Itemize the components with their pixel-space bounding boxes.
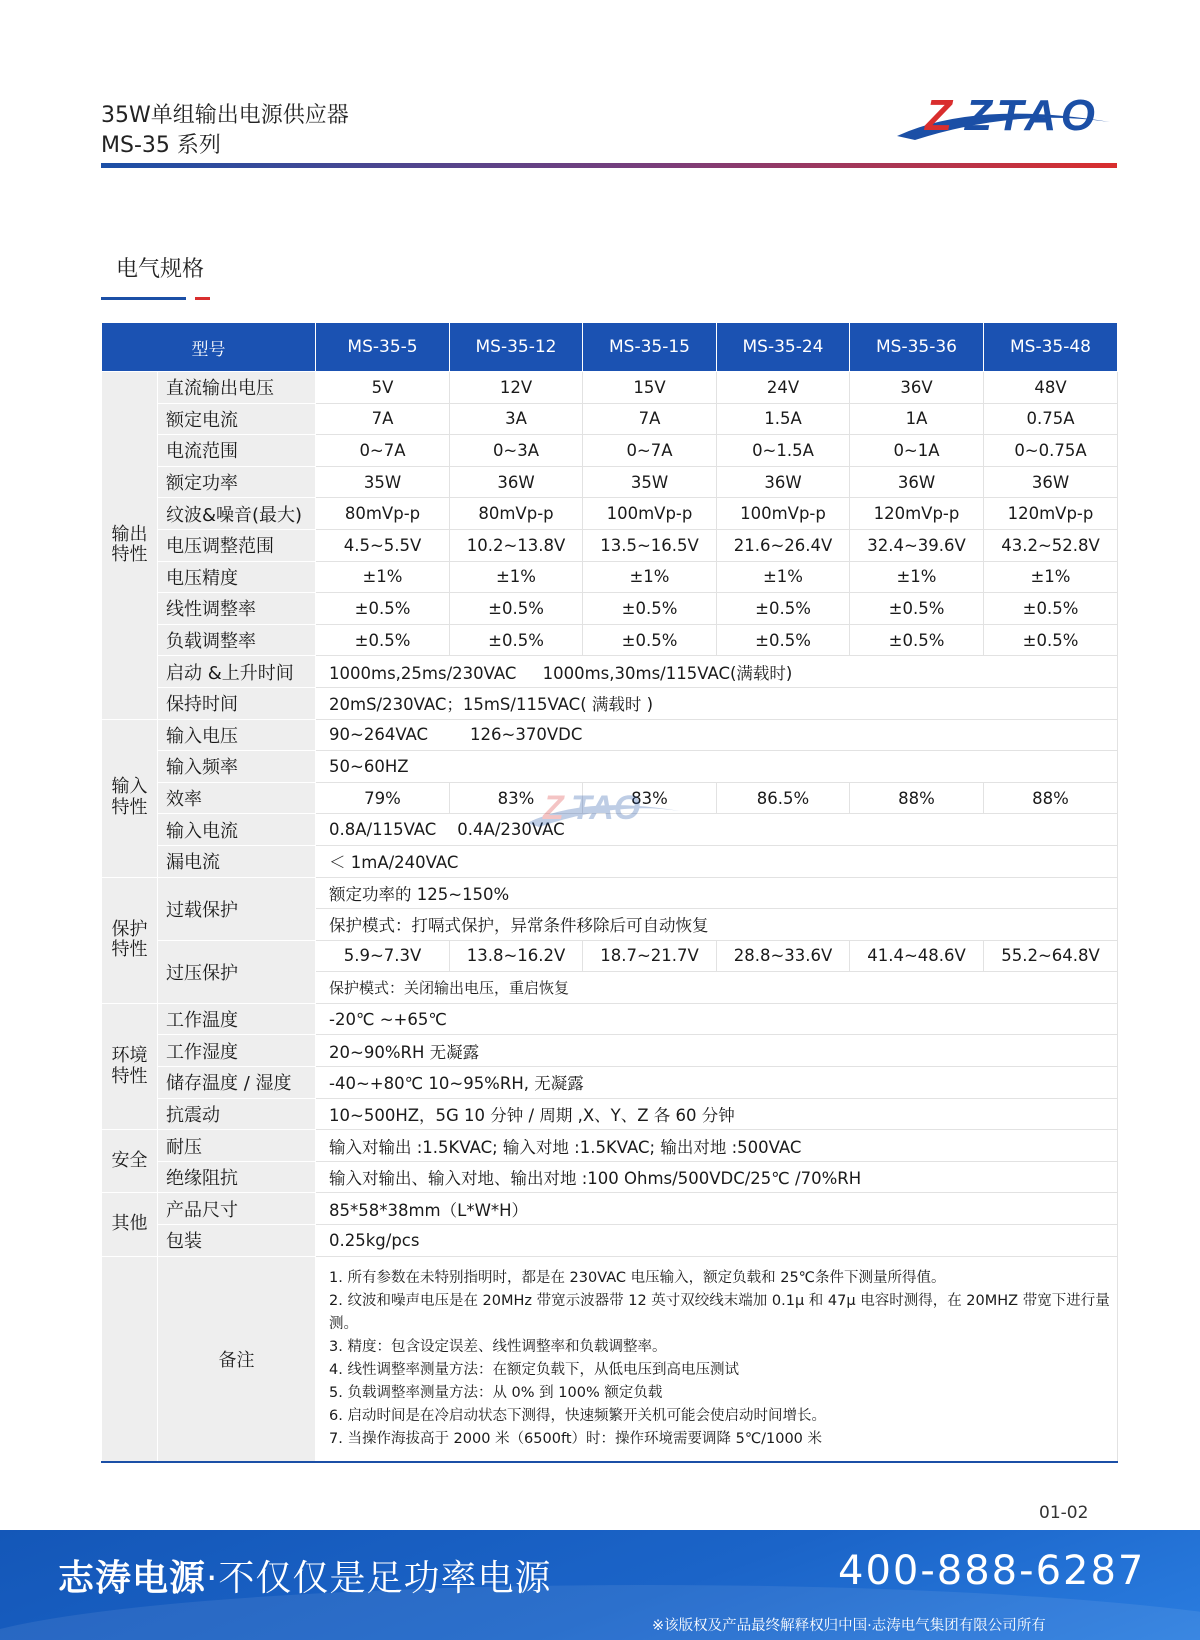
svg-text:Z: Z [543, 789, 564, 827]
value-cell: 86.5% [717, 782, 850, 814]
value-cell: ±0.5% [717, 624, 850, 656]
param-label: 输入电压 [158, 719, 316, 751]
param-label: 耐压 [158, 1130, 316, 1162]
value-cell: -40~+80℃ 10~95%RH, 无凝露 [316, 1067, 1118, 1099]
param-label: 产品尺寸 [158, 1193, 316, 1225]
param-label: 直流输出电压 [158, 372, 316, 404]
model-name: MS-35-12 [450, 323, 583, 372]
value-cell: 1000ms,25ms/230VAC 1000ms,30ms/115VAC(满载时) [316, 656, 1118, 688]
value-cell: 36V [850, 372, 984, 404]
table-row [102, 1035, 1118, 1067]
value-cell: 35W [583, 466, 717, 498]
param-label: 电压调整范围 [158, 529, 316, 561]
table-row [102, 529, 1118, 561]
table-row [102, 751, 1118, 783]
note-item: 2. 纹波和噪声电压是在 20MHz 带宽示波器带 12 英寸双绞线末端加 0.1μ 和 47μ 电容时测得，在 20MHZ 带宽下进行量测。 [329, 1292, 1110, 1332]
table-header-row [102, 323, 1118, 372]
value-cell: ±0.5% [717, 593, 850, 625]
value-cell: 50~60HZ [316, 751, 1118, 783]
table-row [102, 624, 1118, 656]
table-row [102, 1067, 1118, 1099]
table-row [102, 845, 1118, 877]
table-row [102, 372, 1118, 404]
model-name: MS-35-36 [850, 323, 984, 372]
param-label: 储存温度 / 湿度 [158, 1067, 316, 1099]
note-item: 5. 负载调整率测量方法：从 0% 到 100% 额定负载 [329, 1384, 663, 1401]
table-row [102, 877, 1118, 909]
value-cell: ±0.5% [316, 593, 450, 625]
table-row [102, 940, 1118, 972]
value-cell: 5V [316, 372, 450, 404]
param-label: 抗震动 [158, 1098, 316, 1130]
value-cell: ±0.5% [850, 593, 984, 625]
value-cell: 0.25kg/pcs [316, 1225, 1118, 1257]
value-cell: ＜ 1mA/240VAC [316, 845, 1118, 877]
param-label: 电压精度 [158, 561, 316, 593]
value-cell: 0~7A [583, 435, 717, 467]
value-cell: 0~1A [850, 435, 984, 467]
value-cell: ±0.5% [316, 624, 450, 656]
section-title: 电气规格 [116, 257, 205, 282]
value-cell: 21.6~26.4V [717, 529, 850, 561]
value-cell: ±1% [717, 561, 850, 593]
value-cell: 5.9~7.3V [316, 940, 450, 972]
param-label: 绝缘阻抗 [158, 1161, 316, 1193]
note-item: 4. 线性调整率测量方法：在额定负载下，从低电压到高电压测试 [329, 1361, 739, 1378]
value-cell: 输入对输出 :1.5KVAC; 输入对地 :1.5KVAC; 输出对地 :500VAC [316, 1130, 1118, 1162]
table-row [102, 593, 1118, 625]
note-item: 7. 当操作海拔高于 2000 米（6500ft）时：操作环境需要调降 5℃/1000 米 [329, 1430, 823, 1447]
value-cell: 79% [316, 782, 450, 814]
value-cell: 28.8~33.6V [717, 940, 850, 972]
logo-text: ZTAO [965, 91, 1095, 140]
notes-category [102, 1256, 158, 1462]
category-safety: 安全 [102, 1130, 158, 1193]
value-cell: ±1% [984, 561, 1118, 593]
table-row [102, 1225, 1118, 1257]
value-cell: 额定功率的 125~150% [316, 877, 1118, 909]
value-cell: 10.2~13.8V [450, 529, 583, 561]
param-label: 漏电流 [158, 845, 316, 877]
category-other: 其他 [102, 1193, 158, 1256]
table-row [102, 719, 1118, 751]
value-cell: 41.4~48.6V [850, 940, 984, 972]
value-cell: ±1% [850, 561, 984, 593]
param-label: 包装 [158, 1225, 316, 1257]
notes-label: 备注 [158, 1256, 316, 1462]
table-row [102, 687, 1118, 719]
value-cell: 35W [316, 466, 450, 498]
value-cell: ±1% [316, 561, 450, 593]
category-output: 输出 特性 [102, 372, 158, 720]
param-label: 启动 &上升时间 [158, 656, 316, 688]
value-cell: ±0.5% [984, 593, 1118, 625]
value-cell: 13.8~16.2V [450, 940, 583, 972]
table-row [102, 466, 1118, 498]
value-cell: ±0.5% [450, 624, 583, 656]
value-cell: 20~90%RH 无凝露 [316, 1035, 1118, 1067]
value-cell: 7A [583, 403, 717, 435]
param-label: 过载保护 [158, 877, 316, 940]
param-label: 额定电流 [158, 403, 316, 435]
table-row [102, 1098, 1118, 1130]
ztao-logo [895, 88, 1120, 148]
table-row [102, 498, 1118, 530]
page-number: 01-02 [1039, 1503, 1089, 1523]
svg-text:TAO: TAO [571, 789, 641, 827]
value-cell: 0~0.75A [984, 435, 1118, 467]
model-name: MS-35-48 [984, 323, 1118, 372]
value-cell: 48V [984, 372, 1118, 404]
value-cell: 36W [984, 466, 1118, 498]
note-item: 6. 启动时间是在冷启动状态下测得，快速频繁开关机可能会使启动时间增长。 [329, 1407, 826, 1424]
value-cell: 83% [450, 782, 583, 814]
model-name: MS-35-15 [583, 323, 717, 372]
param-label: 负载调整率 [158, 624, 316, 656]
value-cell: 24V [717, 372, 850, 404]
series-name: MS-35 系列 [101, 133, 221, 158]
param-label: 过压保护 [158, 940, 316, 1003]
value-cell: 80mVp-p [316, 498, 450, 530]
value-cell: 1A [850, 403, 984, 435]
value-cell: 85*58*38mm（L*W*H） [316, 1193, 1118, 1225]
value-cell: 80mVp-p [450, 498, 583, 530]
section-underline-blue [101, 297, 186, 300]
param-label: 额定功率 [158, 466, 316, 498]
value-cell: 0~1.5A [717, 435, 850, 467]
table-row [102, 1130, 1118, 1162]
value-cell: 20mS/230VAC；15mS/115VAC( 满载时 ) [316, 687, 1118, 719]
value-cell: 88% [984, 782, 1118, 814]
value-cell: 120mVp-p [984, 498, 1118, 530]
param-label: 线性调整率 [158, 593, 316, 625]
value-cell: 输入对输出、输入对地、输出对地 :100 Ohms/500VDC/25℃ /70%RH [316, 1161, 1118, 1193]
param-label: 工作湿度 [158, 1035, 316, 1067]
note-item: 1. 所有参数在未特别指明时，都是在 230VAC 电压输入，额定负载和 25℃条件下测量所得值。 [329, 1269, 946, 1286]
slogan-text: ·不仅仅是足功率电源 [206, 1558, 552, 1599]
table-row [102, 1003, 1118, 1035]
table-row [102, 403, 1118, 435]
value-cell: 保护模式：打嗝式保护，异常条件移除后可自动恢复 [316, 909, 1118, 941]
value-cell: 90~264VAC 126~370VDC [316, 719, 1118, 751]
value-cell: 0.75A [984, 403, 1118, 435]
value-cell: ±0.5% [583, 624, 717, 656]
value-cell: 13.5~16.5V [583, 529, 717, 561]
value-cell: 100mVp-p [717, 498, 850, 530]
model-name: MS-35-24 [717, 323, 850, 372]
value-cell: 15V [583, 372, 717, 404]
document-title: 35W单组输出电源供应器 [101, 103, 349, 128]
value-cell: 0~3A [450, 435, 583, 467]
value-cell: 36W [717, 466, 850, 498]
notes-row [102, 1256, 1118, 1462]
header-divider [101, 163, 1117, 168]
model-header: 型号 [102, 323, 316, 372]
value-cell: ±1% [450, 561, 583, 593]
value-cell: ±0.5% [583, 593, 717, 625]
section-underline-red [195, 297, 210, 300]
value-cell: 0.8A/115VAC 0.4A/230VAC [316, 814, 1118, 846]
param-label: 电流范围 [158, 435, 316, 467]
value-cell: 43.2~52.8V [984, 529, 1118, 561]
table-row [102, 1161, 1118, 1193]
spec-table [101, 322, 1118, 1463]
table-row [102, 435, 1118, 467]
notes-list [316, 1256, 1118, 1462]
value-cell: ±0.5% [850, 624, 984, 656]
value-cell: 12V [450, 372, 583, 404]
footer-copyright: ※该版权及产品最终解释权归中国·志涛电气集团有限公司所有 [652, 1618, 1046, 1634]
svg-text:Z: Z [925, 91, 952, 140]
table-row [102, 656, 1118, 688]
value-cell: 55.2~64.8V [984, 940, 1118, 972]
table-row [102, 561, 1118, 593]
value-cell: 18.7~21.7V [583, 940, 717, 972]
value-cell: ±1% [583, 561, 717, 593]
param-label: 输入频率 [158, 751, 316, 783]
value-cell: 1.5A [717, 403, 850, 435]
slogan-brand: 志涛电源 [58, 1558, 207, 1599]
model-name: MS-35-5 [316, 323, 450, 372]
ztao-watermark [525, 783, 685, 833]
table-row [102, 1193, 1118, 1225]
value-cell: 88% [850, 782, 984, 814]
value-cell: 3A [450, 403, 583, 435]
value-cell: -20℃ ~+65℃ [316, 1003, 1118, 1035]
value-cell: 100mVp-p [583, 498, 717, 530]
footer-slogan [58, 1550, 551, 1601]
param-label: 输入电流 [158, 814, 316, 846]
param-label: 纹波&噪音(最大) [158, 498, 316, 530]
footer-phone: 400-888-6287 [838, 1548, 1146, 1594]
value-cell: 保护模式：关闭输出电压，重启恢复 [316, 972, 1118, 1004]
value-cell: 36W [450, 466, 583, 498]
param-label: 工作温度 [158, 1003, 316, 1035]
value-cell: 32.4~39.6V [850, 529, 984, 561]
value-cell: 0~7A [316, 435, 450, 467]
value-cell: 83% [583, 782, 717, 814]
value-cell: 120mVp-p [850, 498, 984, 530]
category-protection: 保护 特性 [102, 877, 158, 1003]
value-cell: 36W [850, 466, 984, 498]
footer-banner [0, 1530, 1200, 1640]
value-cell: 7A [316, 403, 450, 435]
category-input: 输入 特性 [102, 719, 158, 877]
category-environment: 环境 特性 [102, 1003, 158, 1129]
value-cell: 10~500HZ，5G 10 分钟 / 周期 ,X、Y、Z 各 60 分钟 [316, 1098, 1118, 1130]
param-label: 效率 [158, 782, 316, 814]
value-cell: ±0.5% [450, 593, 583, 625]
value-cell: ±0.5% [984, 624, 1118, 656]
value-cell: 4.5~5.5V [316, 529, 450, 561]
param-label: 保持时间 [158, 687, 316, 719]
note-item: 3. 精度：包含设定误差、线性调整率和负载调整率。 [329, 1338, 667, 1355]
